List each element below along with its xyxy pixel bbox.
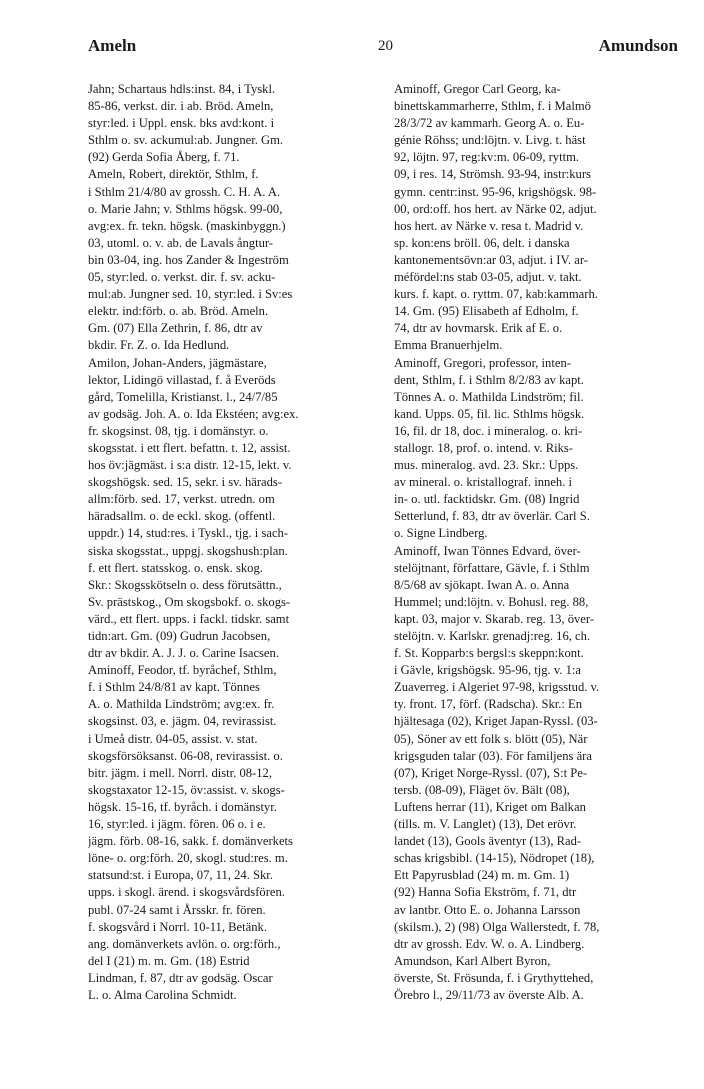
left-column-line: Sv. prästskog., Om skogsbokf. o. skogs- xyxy=(88,594,291,609)
left-column-line: fr. skogsinst. 08, tjg. i domänstyr. o. xyxy=(88,423,269,438)
left-column-line: 03, utoml. o. v. ab. de Lavals ångtur- xyxy=(88,235,273,250)
right-column-line: (92) Hanna Sofia Ekström, f. 71, dtr xyxy=(394,885,577,900)
right-column-line: kurs. f. kapt. o. ryttm. 07, kab:kammarh. xyxy=(394,287,598,302)
right-column-line: 14. Gm. (95) Elisabeth af Edholm, f. xyxy=(394,304,579,319)
left-column-line: skogsförsöksanst. 06-08, revirassist. o. xyxy=(88,748,283,763)
left-column-line: Skr.: Skogsskötseln o. dess förutsättn., xyxy=(88,577,282,592)
right-column-line: 05), Söner av ett folk s. blött (05), När xyxy=(394,731,588,746)
left-column-line: f. i Sthlm 24/8/81 av kapt. Tönnes xyxy=(88,680,260,695)
right-column-line: stelöjtnant, författare, Gävle, f. i Sthlm xyxy=(394,560,590,575)
right-column-line: kapt. 03, major v. Skarab. reg. 13, över- xyxy=(394,611,595,626)
right-column-line: stallogr. 18, prof. o. intend. v. Riks- xyxy=(394,440,573,455)
right-column-line: méfördel:ns stab 03-05, adjut. v. takt. xyxy=(394,270,582,285)
right-column-line: kantonementsövn:ar 03, adjut. i IV. ar- xyxy=(394,252,588,267)
right-column-line: 92, löjtn. 97, reg:kv:m. 06-09, ryttm. xyxy=(394,150,580,165)
right-column-line: 74, dtr av hovmarsk. Erik af E. o. xyxy=(394,321,563,336)
right-column-line: Hummel; und:löjtn. v. Bohusl. reg. 88, xyxy=(394,594,589,609)
right-column-line: binettskammarherre, Sthlm, f. i Malmö xyxy=(394,99,591,114)
left-column-line: Ameln, Robert, direktör, Sthlm, f. xyxy=(88,167,259,182)
left-column-line: löne- o. org:förh. 20, skogl. stud:res. m. xyxy=(88,851,288,866)
left-column-line: i Sthlm 21/4/80 av grossh. C. H. A. A. xyxy=(88,184,281,199)
left-column-line: skogsstat. i ett flert. befattn. t. 12, assist. xyxy=(88,440,291,455)
right-column xyxy=(394,81,684,1004)
left-column-line: elektr. ind:förb. o. ab. Bröd. Ameln. xyxy=(88,304,269,319)
left-column-line: siska skogsstat., uppgj. skogshush:plan. xyxy=(88,543,288,558)
left-column-line: 85-86, verkst. dir. i ab. Bröd. Ameln, xyxy=(88,99,274,114)
left-column-line: publ. 07-24 samt i Årsskr. fr. fören. xyxy=(88,902,266,917)
right-column-line: Aminoff, Gregori, professor, inten- xyxy=(394,355,571,370)
left-column-line: Lindman, f. 87, dtr av godsäg. Oscar xyxy=(88,970,273,985)
right-column-line: Tönnes A. o. Mathilda Lindström; fil. xyxy=(394,389,584,404)
left-column-line: 05, styr:led. o. verkst. dir. f. sv. acku- xyxy=(88,270,276,285)
right-column-line: ty. front. 17, förf. (Radscha). Skr.: En xyxy=(394,697,583,712)
left-column-line: f. skogsvård i Norrl. 10-11, Betänk. xyxy=(88,919,267,934)
left-column-line: lektor, Lidingö villastad, f. å Everöds xyxy=(88,372,276,387)
right-column-line: Setterlund, f. 83, dtr av överlär. Carl S. xyxy=(394,509,590,524)
right-column-line: Zuaverreg. i Algeriet 97-98, krigsstud. v. xyxy=(394,680,600,695)
right-column-line: hjältesaga (02), Kriget Japan-Ryssl. (03- xyxy=(394,714,598,729)
right-column-line: sp. kon:ens bröll. 06, delt. i danska xyxy=(394,235,570,250)
right-column-line: Aminoff, Iwan Tönnes Edvard, över- xyxy=(394,543,581,558)
left-column-line: skogstaxator 12-15, öv:assist. v. skogs- xyxy=(88,782,285,797)
right-column-line: (skilsm.), 2) (98) Olga Wallerstedt, f. 78, xyxy=(394,919,600,934)
left-column-line: 16, styr:led. i jägm. fören. 06 o. i e. xyxy=(88,817,266,832)
right-column-line: 16, fil. dr 18, doc. i mineralog. o. kri- xyxy=(394,423,583,438)
left-column-line: i Umeå distr. 04-05, assist. v. stat. xyxy=(88,731,258,746)
left-column-line: häradsallm. o. de eckl. skog. (offentl. xyxy=(88,509,276,524)
right-column-line: Örebro l., 29/11/73 av överste Alb. A. xyxy=(394,987,584,1002)
left-column-line: statsund:st. i Europa, 07, 11, 24. Skr. xyxy=(88,868,273,883)
right-column-line: av mineral. o. kristallograf. inneh. i xyxy=(394,475,573,490)
right-column-line: överste, St. Frösunda, f. i Grythyttehed, xyxy=(394,970,594,985)
left-column-line: tidn:art. Gm. (09) Gudrun Jacobsen, xyxy=(88,629,271,643)
right-column-line: Amundson, Karl Albert Byron, xyxy=(394,953,551,968)
right-column-line: schas krigsbibl. (14-15), Nödropet (18), xyxy=(394,851,595,866)
left-column-line: styr:led. i Uppl. ensk. bks avd:kont. i xyxy=(88,116,275,131)
left-column-line: A. o. Mathilda Lindström; avg:ex. fr. xyxy=(88,697,275,712)
left-column-line: avg:ex. fr. tekn. högsk. (maskinbyggn.) xyxy=(88,218,286,233)
left-column-line: bkdir. Fr. Z. o. Ida Hedlund. xyxy=(88,338,230,353)
right-column-line: f. St. Kopparb:s bergsl:s skeppn:kont. xyxy=(394,646,584,661)
left-column-line: dtr av bkdir. A. J. J. o. Carine Isacsen. xyxy=(88,646,279,661)
right-column-line: stelöjtn. v. Karlskr. grenadj:reg. 16, ch. xyxy=(394,629,591,643)
left-column-line: f. ett flert. statsskog. o. ensk. skog. xyxy=(88,560,263,575)
left-column-line: högsk. 15-16, tf. byråch. i domänstyr. xyxy=(88,799,277,814)
right-column-line: Aminoff, Gregor Carl Georg, ka- xyxy=(394,82,561,96)
left-column-line: hos öv:jägmäst. i s:a distr. 12-15, lekt. v. xyxy=(88,458,292,473)
right-column-line: Emma Branuerhjelm. xyxy=(394,338,503,353)
left-column-line: allm:förb. sed. 17, verkst. utredn. om xyxy=(88,492,275,507)
left-column-line: bitr. jägm. i mell. Norrl. distr. 08-12, xyxy=(88,765,272,780)
left-column-line: Gm. (07) Ella Zethrin, f. 86, dtr av xyxy=(88,321,263,336)
left-column-line: Aminoff, Feodor, tf. byråchef, Sthlm, xyxy=(88,663,277,678)
left-column-line: upps. i skogl. ärend. i skogsvårdsfören. xyxy=(88,885,285,900)
left-column-line: värd., ett flert. upps. i fackl. tidskr. samt xyxy=(88,611,290,626)
left-column-line: ang. domänverkets avlön. o. org:förh., xyxy=(88,936,281,951)
right-column-line: 09, i res. 14, Strömsh. 93-94, instr:kurs xyxy=(394,167,591,182)
left-column-line: Sthlm o. sv. ackumul:ab. Jungner. Gm. xyxy=(88,133,284,148)
left-column-line: o. Marie Jahn; v. Sthlms högsk. 99-00, xyxy=(88,201,283,216)
right-column-line: i Gävle, krigshögsk. 95-96, tjg. v. 1:a xyxy=(394,663,582,678)
right-column-line: Luftens herrar (11), Kriget om Balkan xyxy=(394,799,586,814)
right-column-line: landet (13), Gools äventyr (13), Rad- xyxy=(394,834,582,849)
right-column-line: 28/3/72 av kammarh. Georg A. o. Eu- xyxy=(394,116,585,131)
right-column-line: av lantbr. Otto E. o. Johanna Larsson xyxy=(394,902,581,917)
right-column-line: kand. Upps. 05, fil. lic. Sthlms högsk. xyxy=(394,406,585,421)
header-left-word: Ameln xyxy=(88,36,137,55)
right-column-line: génie Röhss; und:löjtn. v. Livg. t. häst xyxy=(394,133,586,148)
left-column-line: Jahn; Schartaus hdls:inst. 84, i Tyskl. xyxy=(88,82,276,96)
left-column-line: uppdr.) 14, stud:res. i Tyskl., tjg. i sach- xyxy=(88,526,289,541)
left-column-line: L. o. Alma Carolina Schmidt. xyxy=(88,987,237,1002)
left-column xyxy=(88,81,378,1004)
right-column-line: 8/5/68 av sjökapt. Iwan A. o. Anna xyxy=(394,577,570,592)
right-column-line: dent, Sthlm, f. i Sthlm 8/2/83 av kapt. xyxy=(394,372,584,387)
left-column-line: jägm. förb. 08-16, sakk. f. domänverkets xyxy=(88,834,293,849)
right-column-line: krigsguden talar (03). För familjens ära xyxy=(394,748,592,763)
right-column-line: dtr av grossh. Edv. W. o. A. Lindberg. xyxy=(394,936,585,951)
header-right-word: Amundson xyxy=(598,36,678,55)
right-column-line: tersb. (08-09), Fläget öv. Bält (08), xyxy=(394,782,570,797)
right-column-line: hos hert. av Närke v. resa t. Madrid v. xyxy=(394,218,584,233)
right-column-line: gymn. centr:inst. 95-96, krigshögsk. 98- xyxy=(394,184,597,199)
right-column-line: (07), Kriget Norge-Ryssl. (07), S:t Pe- xyxy=(394,765,588,780)
left-column-line: bin 03-04, ing. hos Zander & Ingeström xyxy=(88,252,289,267)
right-column-line: in- o. utl. facktidskr. Gm. (08) Ingrid xyxy=(394,492,580,507)
right-column-line: (tills. m. V. Langlet) (13), Det erövr. xyxy=(394,817,577,832)
left-column-line: skogshögsk. sed. 15, sekr. i sv. härads- xyxy=(88,475,283,490)
left-column-line: skogsinst. 03, e. jägm. 04, revirassist. xyxy=(88,714,277,729)
left-column-line: av godsäg. Joh. A. o. Ida Ekstéen; avg:ex. xyxy=(88,406,299,421)
left-column-line: Amilon, Johan-Anders, jägmästare, xyxy=(88,355,267,370)
left-column-line: del I (21) m. m. Gm. (18) Estrid xyxy=(88,953,250,968)
right-column-line: mus. mineralog. avd. 23. Skr.: Upps. xyxy=(394,458,579,473)
running-header xyxy=(88,36,678,66)
left-column-line: (92) Gerda Sofia Åberg, f. 71. xyxy=(88,150,240,165)
left-column-line: gård, Tomelilla, Kristianst. l., 24/7/85 xyxy=(88,389,278,404)
right-column-line: 00, ord:off. hos hert. av Närke 02, adjut. xyxy=(394,201,597,216)
right-column-line: Ett Papyrusblad (24) m. m. Gm. 1) xyxy=(394,868,570,883)
right-column-line: o. Signe Lindberg. xyxy=(394,526,488,541)
left-column-line: mul:ab. Jungner sed. 10, styr:led. i Sv:es xyxy=(88,287,293,302)
page-number: 20 xyxy=(378,38,393,54)
